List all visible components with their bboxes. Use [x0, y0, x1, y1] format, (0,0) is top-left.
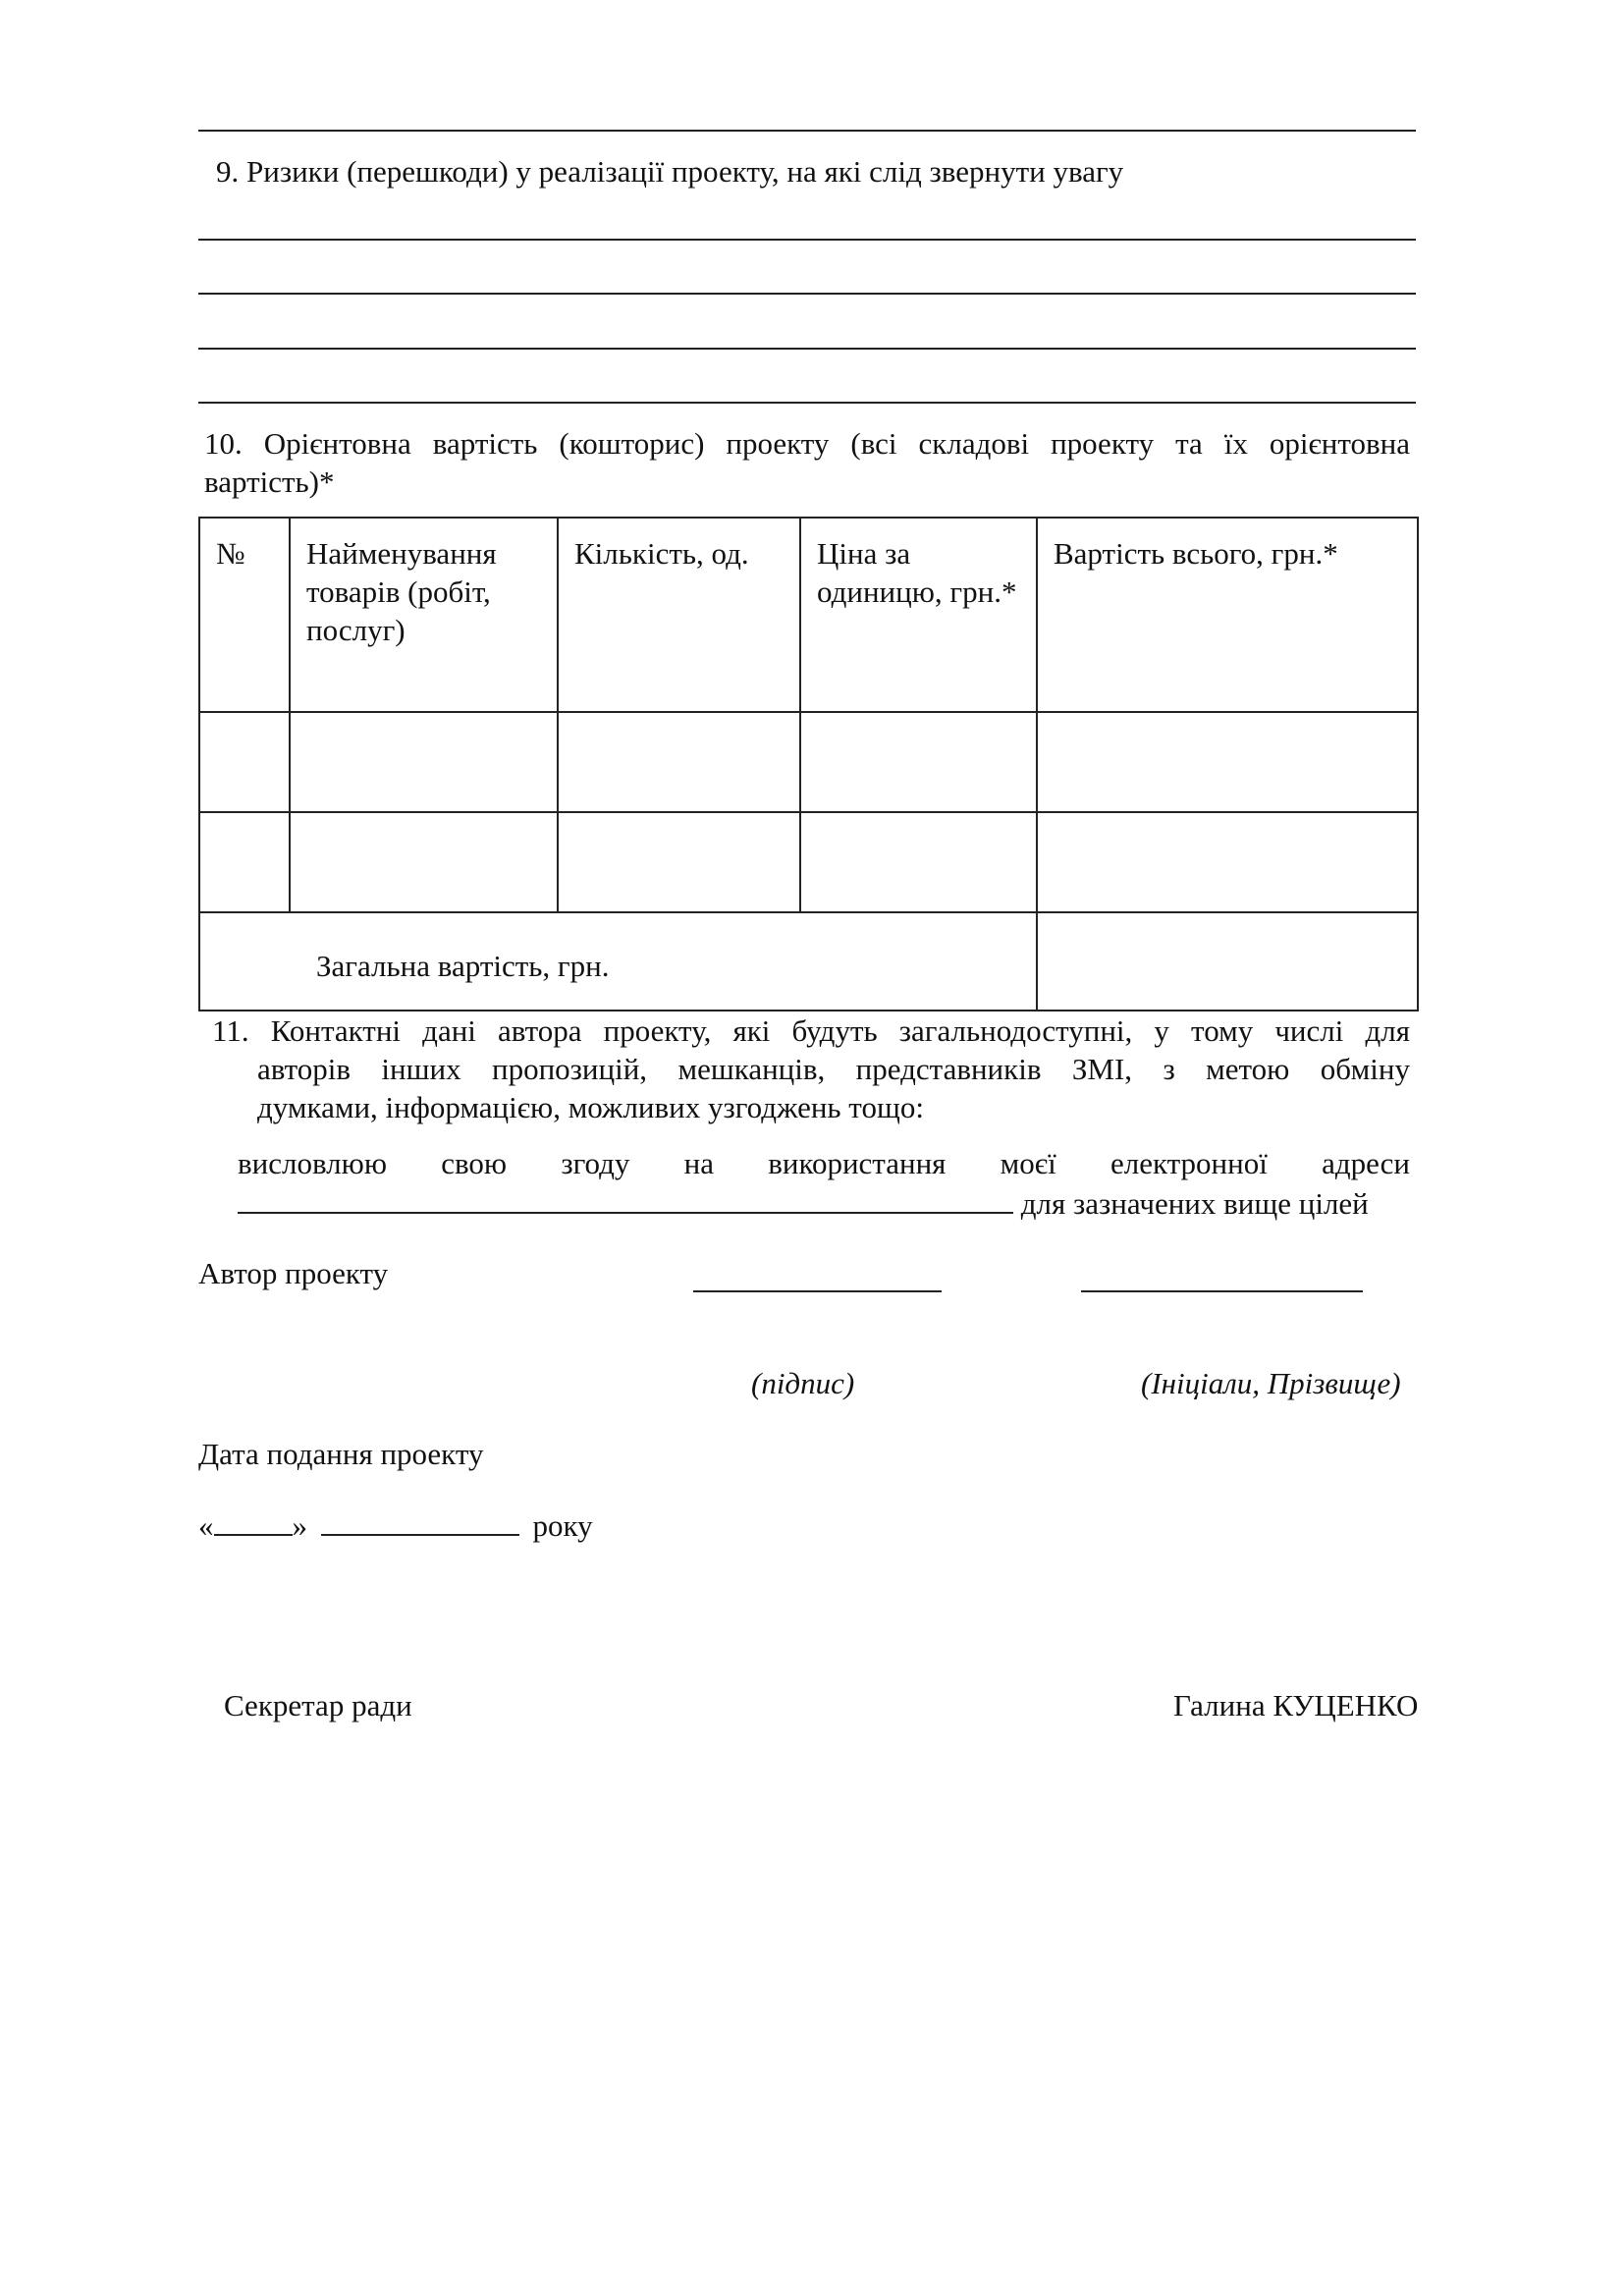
open-quote: «	[198, 1508, 214, 1543]
table-cell[interactable]	[199, 712, 290, 812]
table-cell[interactable]	[199, 812, 290, 912]
cost-estimate-table	[198, 517, 1419, 1011]
section-9-fill-line-3[interactable]	[198, 348, 1416, 350]
header-item-name: Найменування товарів (робіт, послуг)	[290, 518, 558, 712]
header-quantity: Кількість, од.	[558, 518, 800, 712]
table-row	[199, 712, 1418, 812]
total-cost-label: Загальна вартість, грн.	[199, 912, 1037, 1011]
section-10-title-line-1: 10. Орієнтовна вартість (кошторис) проекту (всі складові проекту та їх орієнтовна	[204, 426, 1410, 461]
section-9-fill-line-1[interactable]	[198, 239, 1416, 241]
section-11-line-1: 11. Контактні дані автора проекту, які будуть загальнодоступні, у тому числі для	[212, 1013, 1410, 1048]
close-quote: »	[292, 1508, 307, 1543]
section-11-text	[212, 1011, 1410, 1050]
section-10-title-line-2: вартість)*	[204, 465, 335, 499]
section-11-line-2: авторів інших пропозицій, мешканців, представників ЗМІ, з метою обміну	[257, 1052, 1410, 1086]
author-label: Автор проекту	[198, 1256, 389, 1290]
submission-date-label: Дата подання проекту	[198, 1437, 484, 1471]
consent-statement	[238, 1144, 1410, 1182]
submission-date-line	[198, 1506, 593, 1545]
table-total-row	[199, 912, 1418, 1011]
section-9-title: 9. Ризики (перешкоди) у реалізації проекту, на які слід звернути увагу	[216, 154, 1124, 189]
table-cell[interactable]	[558, 812, 800, 912]
name-caption: (Ініціали, Прізвище)	[1141, 1366, 1401, 1400]
table-cell[interactable]	[558, 712, 800, 812]
month-field[interactable]	[321, 1506, 519, 1536]
secretary-name: Галина КУЦЕНКО	[1173, 1688, 1419, 1722]
section-9-fill-line-4[interactable]	[198, 402, 1416, 404]
section-11-text-cont	[257, 1050, 1410, 1126]
signature-field[interactable]	[693, 1290, 942, 1292]
signature-caption: (підпис)	[751, 1366, 855, 1400]
section-10-title	[204, 424, 1410, 501]
day-field[interactable]	[214, 1506, 293, 1536]
section-11-line-3: думками, інформацією, можливих узгоджень тощо:	[257, 1090, 924, 1124]
total-cost-value[interactable]	[1037, 912, 1418, 1011]
secretary-position: Секретар ради	[224, 1688, 412, 1722]
table-cell[interactable]	[800, 712, 1037, 812]
section-9-fill-line-2[interactable]	[198, 293, 1416, 295]
consent-suffix: для зазначених вище цілей	[1020, 1186, 1369, 1221]
table-cell[interactable]	[290, 712, 558, 812]
year-word: року	[532, 1508, 593, 1543]
header-number: №	[199, 518, 290, 712]
table-cell[interactable]	[1037, 812, 1418, 912]
table-row	[199, 812, 1418, 912]
email-address-field[interactable]	[238, 1182, 1013, 1214]
header-total-cost: Вартість всього, грн.*	[1037, 518, 1418, 712]
table-header-row	[199, 518, 1418, 712]
name-field[interactable]	[1081, 1290, 1363, 1292]
consent-line-2	[238, 1182, 1369, 1223]
fill-line-top[interactable]	[198, 130, 1416, 132]
consent-line-1: висловлюю свою згоду на використання моєї електронної адреси	[238, 1146, 1410, 1180]
table-cell[interactable]	[290, 812, 558, 912]
header-unit-price: Ціна за одиницю, грн.*	[800, 518, 1037, 712]
table-cell[interactable]	[800, 812, 1037, 912]
table-cell[interactable]	[1037, 712, 1418, 812]
